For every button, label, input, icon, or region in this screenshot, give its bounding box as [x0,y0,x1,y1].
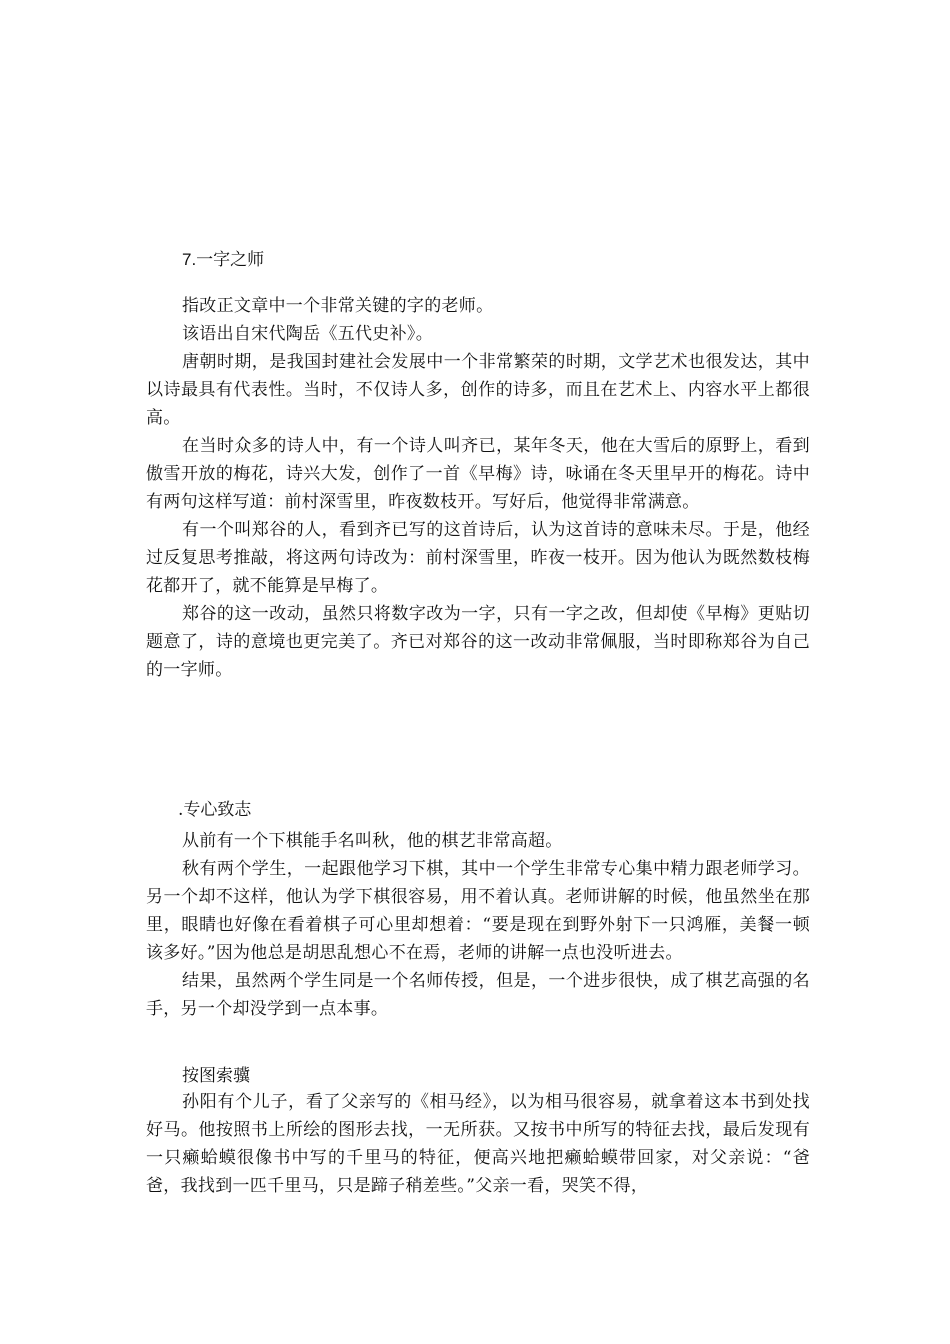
section-title: .专心致志 [178,800,252,820]
paragraph: 指改正文章中一个非常关键的字的老师。 [182,296,494,316]
paragraph: 在当时众多的诗人中，有一个诗人叫齐已，某年冬天，他在大雪后的原野上，看到傲雪开放的梅花，诗兴大发，创作了一首《早梅》诗，咏诵在冬天里早开的梅花。诗中有两句这样写道：前村深雪里，昨夜数枝开。写好后，他觉得非常满意。 [146,436,810,512]
paragraph: 有一个叫郑谷的人，看到齐已写的这首诗后，认为这首诗的意味未尽。于是，他经过反复思考推敲，将这两句诗改为：前村深雪里，昨夜一枝开。因为他认为既然数枝梅花都开了，就不能算是早梅了。 [146,520,810,596]
section-title: 按图索骥 [182,1066,250,1086]
section-body [146,1088,810,1200]
paragraph: 秋有两个学生，一起跟他学习下棋，其中一个学生非常专心集中精力跟老师学习。另一个却不这样，他认为学下棋很容易，用不着认真。老师讲解的时候，他虽然坐在那里，眼睛也好像在看着棋子可心里却想着：“要是现在到野外射下一只鸿雁，美餐一顿该多好。”因为他总是胡思乱想心不在焉，老师的讲解一点也没听进去。 [146,859,810,963]
paragraph: 孙阳有个儿子，看了父亲写的《相马经》，以为相马很容易，就拿着这本书到处找好马。他按照书上所绘的图形去找，一无所获。又按书中所写的特征去找，最后发现有一只癞蛤蟆很像书中写的千里马的特征，便高兴地把癞蛤蟆带回家，对父亲说：“爸爸，我找到一匹千里马，只是蹄子稍差些。”父亲一看，哭笑不得， [146,1092,810,1196]
section-title: 7.一字之师 [182,250,265,269]
paragraph: 郑谷的这一改动，虽然只将数字改为一字，只有一字之改，但却使《早梅》更贴切题意了，诗的意境也更完美了。齐已对郑谷的这一改动非常佩服，当时即称郑谷为自己的一字师。 [146,604,810,680]
paragraph: 唐朝时期，是我国封建社会发展中一个非常繁荣的时期，文学艺术也很发达，其中以诗最具有代表性。当时，不仅诗人多，创作的诗多，而且在艺术上、内容水平上都很高。 [146,352,810,428]
section-body [146,827,810,1023]
paragraph: 该语出自宋代陶岳《五代史补》。 [182,324,433,344]
paragraph: 结果，虽然两个学生同是一个名师传授，但是，一个进步很快，成了棋艺高强的名手，另一个却没学到一点本事。 [146,971,810,1019]
paragraph: 从前有一个下棋能手名叫秋，他的棋艺非常高超。 [182,831,563,851]
section-body [146,292,810,684]
